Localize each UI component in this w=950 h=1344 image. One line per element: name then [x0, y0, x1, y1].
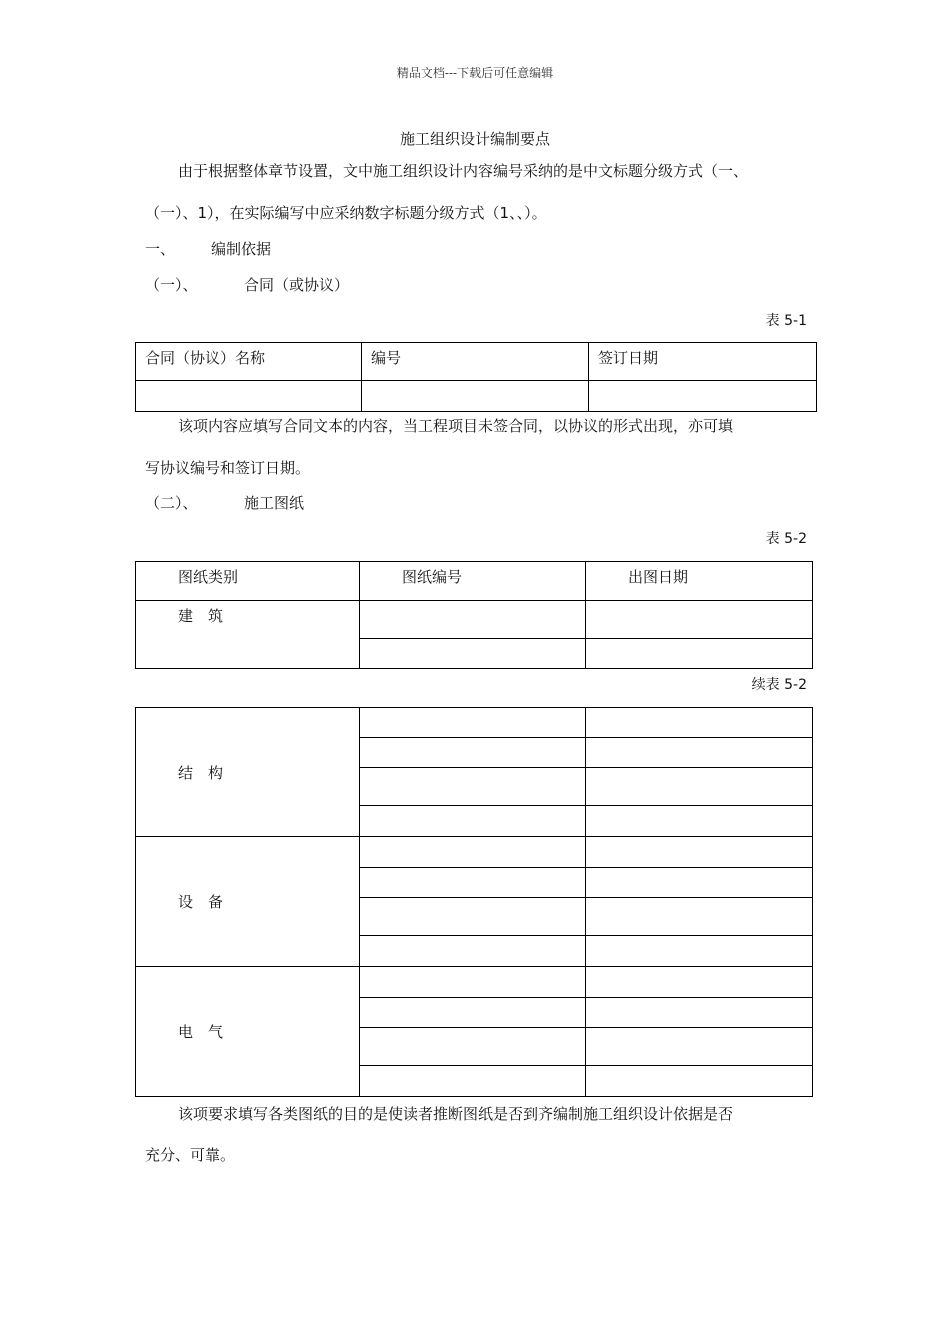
table-cell[interactable]: [586, 967, 813, 998]
table-row: [136, 381, 817, 412]
table-header-row: [136, 343, 817, 381]
table-cell[interactable]: [360, 998, 586, 1028]
note-1-line-1: 该项内容应填写合同文本的内容，当工程项目未签合同，以协议的形式出现，亦可填: [178, 417, 734, 435]
intro-line-2: （一）、1），在实际编写中应采纳数字标题分级方式（1、、）。: [145, 204, 547, 222]
note-2-line-2: 充分、可靠。: [145, 1146, 236, 1164]
subsection-1-label: 合同（或协议）: [244, 276, 350, 294]
header-drawing-category: 图纸类别: [178, 568, 239, 586]
header-drawing-number: 图纸编号: [402, 568, 463, 586]
category-structure: 结 构: [178, 763, 224, 782]
table-cell[interactable]: [360, 806, 586, 837]
table-cell[interactable]: [360, 1066, 586, 1097]
category-architecture: 建 筑: [178, 607, 224, 625]
table-cell[interactable]: [360, 837, 586, 868]
category-cell: [136, 837, 360, 967]
table-1-caption: 表 5-1: [765, 313, 807, 329]
section-1-number: 一、: [145, 240, 176, 258]
table-cell[interactable]: [586, 936, 813, 967]
table-cell[interactable]: [360, 639, 586, 669]
table-cell[interactable]: [586, 898, 813, 936]
table-cell[interactable]: [360, 1028, 586, 1066]
document-title: 施工组织设计编制要点: [399, 130, 550, 148]
table-cell[interactable]: [360, 708, 586, 738]
header-cell: [586, 562, 813, 601]
header-number: 编号: [371, 349, 402, 367]
category-electrical: 电 气: [178, 1023, 224, 1041]
header-cell: [589, 343, 817, 381]
table-cell[interactable]: [586, 806, 813, 837]
subsection-2-number: （二）、: [145, 494, 198, 512]
table-cell[interactable]: [586, 738, 813, 768]
table-cell[interactable]: [360, 738, 586, 768]
table-cell[interactable]: [360, 967, 586, 998]
table-cell[interactable]: [586, 868, 813, 898]
category-equipment: 设 备: [178, 893, 224, 911]
subsection-1-number: （一）、: [145, 276, 198, 294]
table-row: [136, 708, 813, 738]
intro-line-1: 由于根据整体章节设置，文中施工组织设计内容编号采纳的是中文标题分级方式（一、: [178, 162, 749, 180]
header-contract-name: 合同（协议）名称: [145, 349, 266, 367]
table-cell[interactable]: [586, 708, 813, 738]
table-cell[interactable]: [360, 601, 586, 639]
note-1-line-2: 写协议编号和签订日期。: [145, 459, 311, 477]
header-cell: [136, 562, 360, 601]
header-sign-date: 签订日期: [598, 349, 659, 367]
header-note: 精品文档---下载后可任意编辑: [396, 66, 554, 80]
contract-table: [135, 342, 817, 412]
table-cell[interactable]: [586, 639, 813, 669]
table-cell[interactable]: [136, 381, 362, 412]
category-cell: [136, 967, 360, 1097]
header-cell: [136, 343, 362, 381]
table-row: [136, 967, 813, 998]
table-cell[interactable]: [360, 868, 586, 898]
section-1-label: 编制依据: [211, 240, 272, 258]
table-cell[interactable]: [589, 381, 817, 412]
subsection-2-label: 施工图纸: [244, 494, 305, 512]
table-cell[interactable]: [360, 898, 586, 936]
header-cell: [360, 562, 586, 601]
category-cell: [136, 708, 360, 837]
table-row: [136, 837, 813, 868]
note-2-line-1: 该项要求填写各类图纸的目的是使读者推断图纸是否到齐编制施工组织设计依据是否: [178, 1105, 734, 1123]
table-cell[interactable]: [586, 998, 813, 1028]
header-cell: [362, 343, 589, 381]
table-cell[interactable]: [586, 768, 813, 806]
table-2-caption: 表 5-2: [765, 531, 807, 547]
table-3-caption: 续表 5-2: [751, 677, 807, 693]
header-issue-date: 出图日期: [628, 568, 689, 586]
table-cell[interactable]: [360, 936, 586, 967]
table-cell[interactable]: [360, 768, 586, 806]
drawings-table: [135, 561, 813, 669]
table-cell[interactable]: [586, 837, 813, 868]
table-cell[interactable]: [362, 381, 589, 412]
category-cell: [136, 601, 360, 669]
table-header-row: [136, 562, 813, 601]
table-cell[interactable]: [586, 1028, 813, 1066]
table-cell[interactable]: [586, 601, 813, 639]
table-cell[interactable]: [586, 1066, 813, 1097]
drawings-continued-table: [135, 707, 813, 1097]
table-row: [136, 601, 813, 639]
